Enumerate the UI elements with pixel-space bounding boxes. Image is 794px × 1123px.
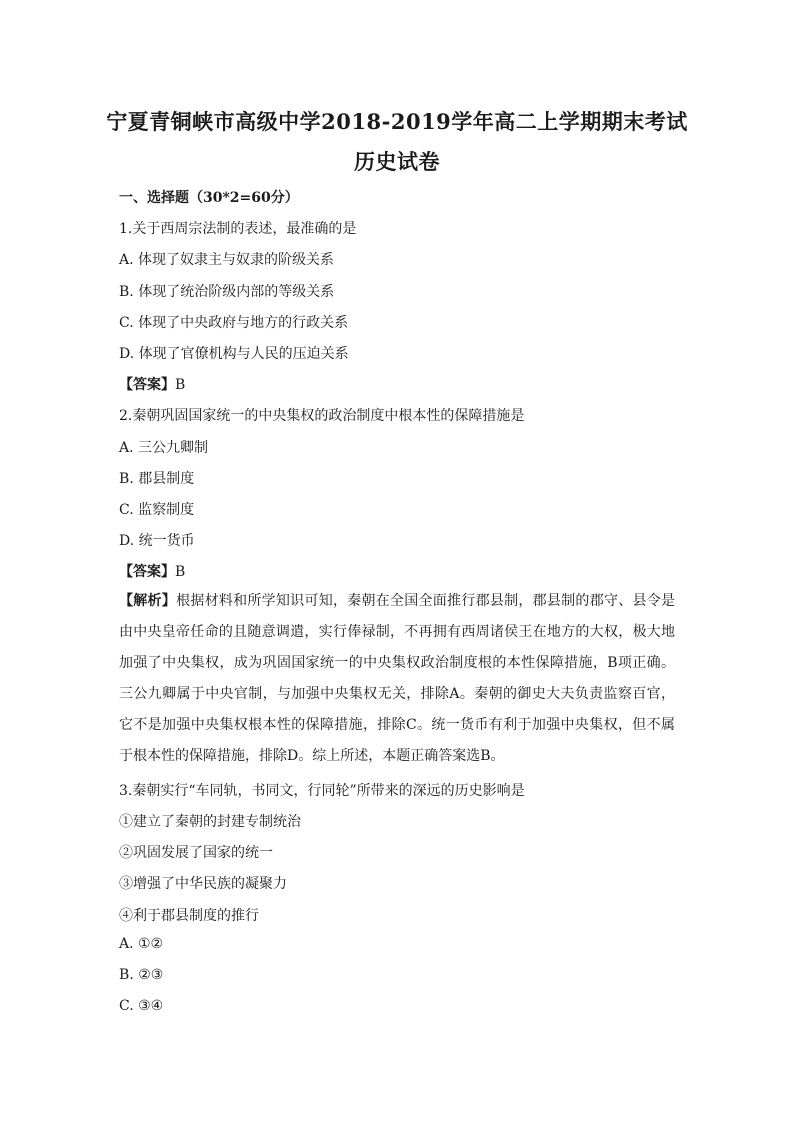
question-3-item-2: ②巩固发展了国家的统一: [119, 845, 273, 861]
question-1-answer: [119, 374, 185, 394]
question-1-option-a: A. 体现了奴隶主与奴隶的阶级关系: [119, 252, 335, 268]
exam-subtitle: 历史试卷: [354, 149, 440, 174]
question-3-item-3: ③增强了中华民族的凝聚力: [119, 876, 287, 892]
question-2-option-d: D. 统一货币: [119, 533, 195, 549]
answer-label: 【答案】: [119, 564, 175, 580]
question-3-option-c: C. ③④: [119, 998, 164, 1014]
analysis-text: 根据材料和所学知识可知，秦朝在全国全面推行郡县制，郡县制的郡守、县令是由中央皇帝任命的且随意调遣，实行俸禄制，不再拥有西周诸侯王在地方的大权，极大地加强了中央集权，成为巩固国家统一的中央集权政治制度根的本性保障措施，B项正确。三公九卿属于中央官制，与加强中央集权无关，排除A。秦朝的御史大夫负责监察百官，它不是加强中央集权根本性的保障措施，排除C。统一货币有利于加强中央集权，但不属于根本性的保障措施，排除D。综上所述，本题正确答案选B。: [119, 593, 676, 764]
question-2-option-b: B. 郡县制度: [119, 471, 195, 487]
question-1-option-c: C. 体现了中央政府与地方的行政关系: [119, 315, 349, 331]
question-2-answer: [119, 561, 185, 581]
question-1-option-b: B. 体现了统治阶级内部的等级关系: [119, 284, 335, 300]
question-2-option-a: A. 三公九卿制: [119, 440, 209, 456]
question-2-analysis: [119, 586, 675, 772]
question-3-item-1: ①建立了秦朝的封建专制统治: [119, 814, 301, 830]
answer-label: 【答案】: [119, 377, 175, 393]
question-3-option-a: A. ①②: [119, 936, 164, 952]
section-heading: 一、选择题（30*2=60分）: [119, 190, 299, 206]
question-2-option-c: C. 监察制度: [119, 502, 195, 518]
question-1-option-d: D. 体现了官僚机构与人民的压迫关系: [119, 346, 349, 362]
answer-value: B: [175, 377, 186, 393]
answer-value: B: [175, 564, 186, 580]
exam-title: 宁夏青铜峡市高级中学2018-2019学年高二上学期期末考试: [106, 109, 688, 134]
question-3-item-4: ④利于郡县制度的推行: [119, 908, 259, 924]
question-1-stem: 1.关于西周宗法制的表述，最准确的是: [119, 221, 357, 237]
question-3-option-b: B. ②③: [119, 967, 164, 983]
question-3-stem: 3.秦朝实行“车同轨，书同文，行同轮”所带来的深远的历史影响是: [119, 783, 525, 799]
analysis-label: 【解析】: [119, 593, 177, 609]
question-2-stem: 2.秦朝巩固国家统一的中央集权的政治制度中根本性的保障措施是: [119, 408, 525, 424]
